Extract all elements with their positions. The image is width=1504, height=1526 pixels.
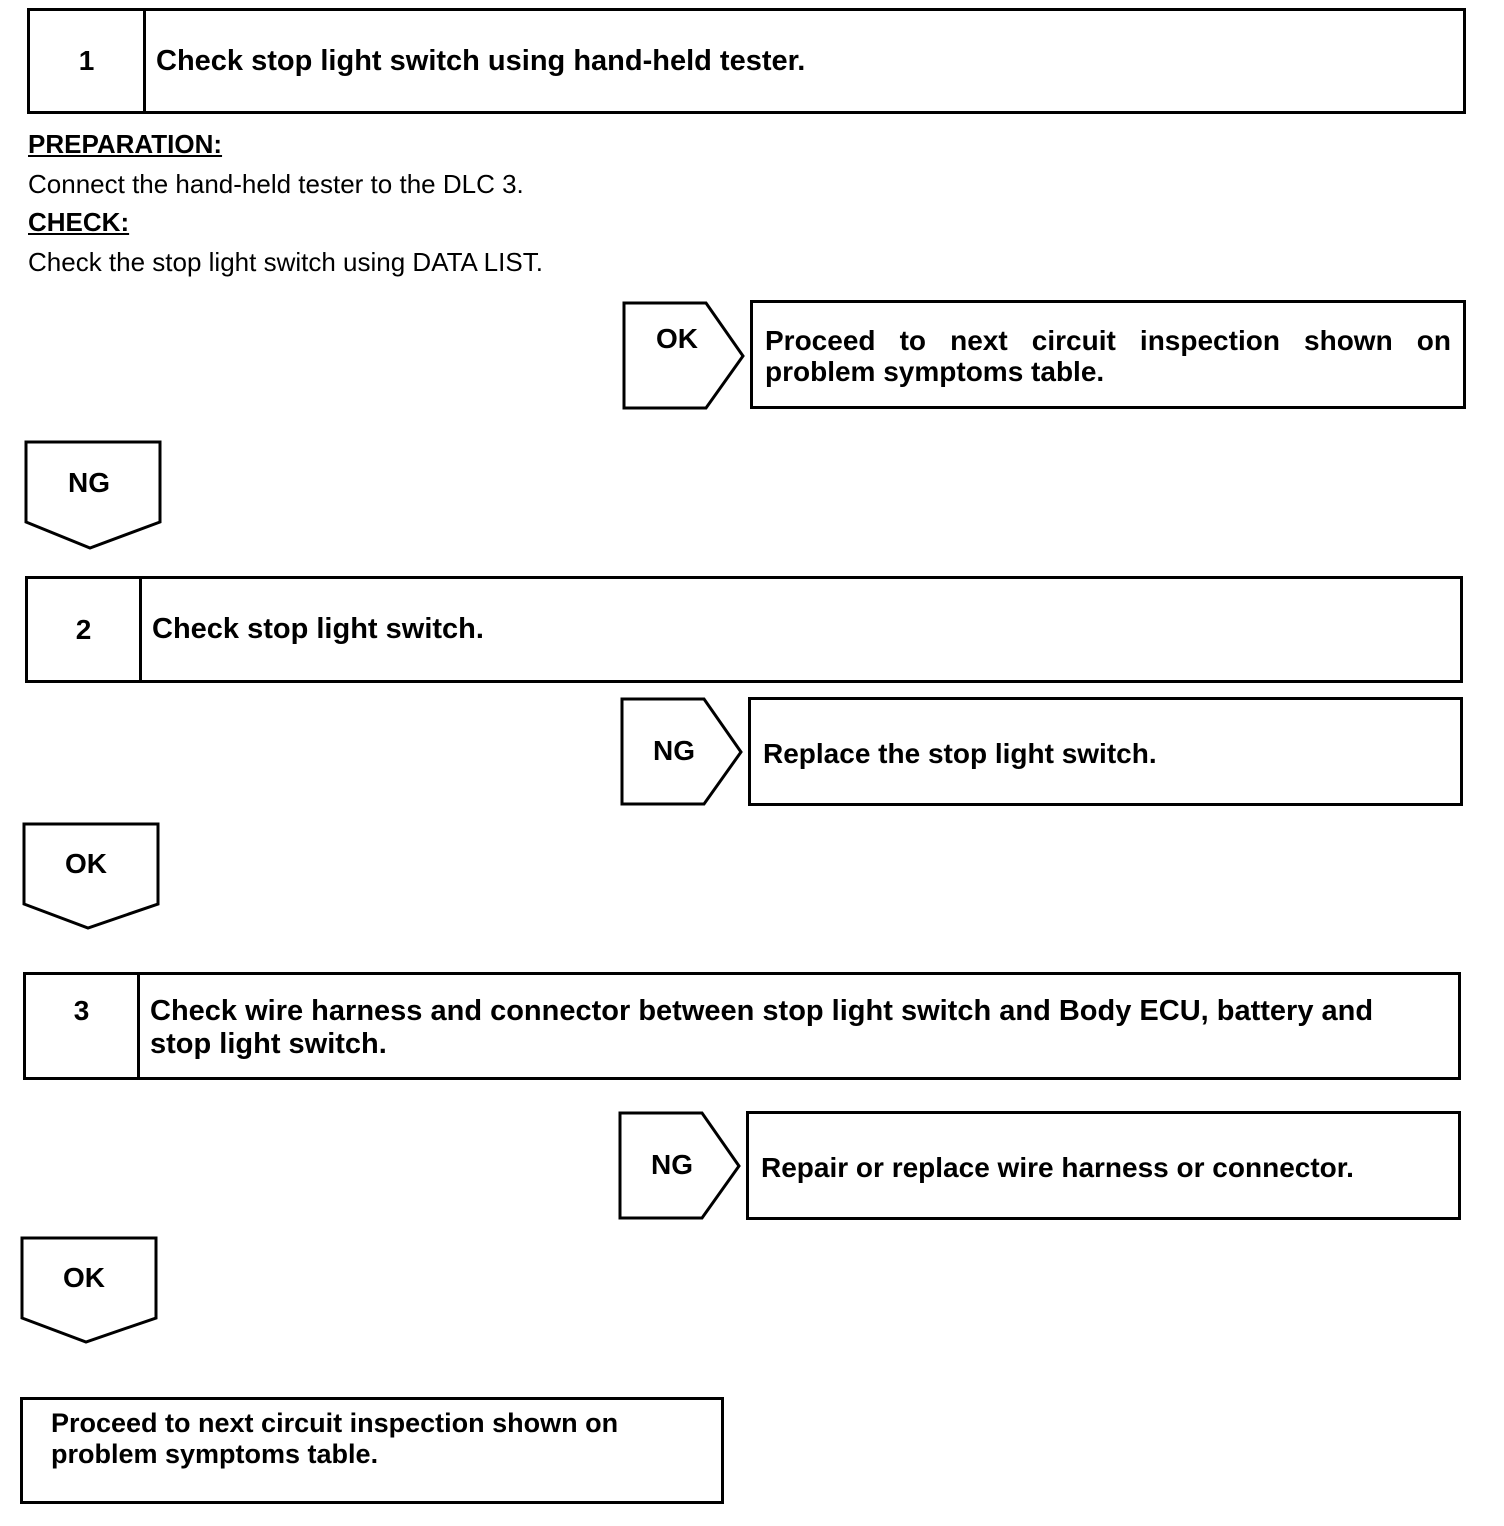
preparation-label: PREPARATION: <box>28 129 223 159</box>
check-label: CHECK: <box>28 207 130 237</box>
step-title: Check stop light switch using hand-held tester. <box>156 44 806 77</box>
branch-label: NG <box>653 735 695 766</box>
result-box <box>748 697 1463 806</box>
ok-right-arrow <box>622 301 746 411</box>
preparation-text: Connect the hand-held tester to the DLC 3. <box>28 169 524 199</box>
result-box <box>746 1111 1461 1220</box>
step-number: 1 <box>30 11 146 111</box>
step-3-box <box>23 972 1461 1080</box>
result-box <box>750 300 1466 409</box>
ng-right-arrow <box>620 697 744 807</box>
final-result-box <box>20 1397 724 1504</box>
step-1-box <box>27 8 1466 114</box>
branch-label: OK <box>65 848 107 879</box>
result-text: Replace the stop light switch. <box>763 738 1157 769</box>
step-title: Check wire harness and connector between stop light switch and Body ECU, battery and stop light switch. <box>150 995 1374 1060</box>
branch-label: OK <box>656 323 698 354</box>
check-text: Check the stop light switch using DATA LIST. <box>28 247 543 277</box>
ok-down-arrow <box>22 822 162 934</box>
branch-label: NG <box>651 1149 693 1180</box>
ng-down-arrow <box>24 440 164 552</box>
ok-down-arrow <box>20 1236 160 1348</box>
result-text: Proceed to next circuit inspection shown on problem symptoms table. <box>765 325 1451 387</box>
step-number: 3 <box>26 975 140 1077</box>
step-number: 2 <box>28 579 142 680</box>
ng-right-arrow <box>618 1111 742 1221</box>
step-title: Check stop light switch. <box>152 613 484 645</box>
result-text: Repair or replace wire harness or connector. <box>761 1152 1354 1183</box>
branch-label: NG <box>68 467 110 498</box>
step-2-box <box>25 576 1463 683</box>
branch-label: OK <box>63 1262 105 1293</box>
final-result-text: Proceed to next circuit inspection shown on problem symptoms table. <box>51 1408 619 1469</box>
